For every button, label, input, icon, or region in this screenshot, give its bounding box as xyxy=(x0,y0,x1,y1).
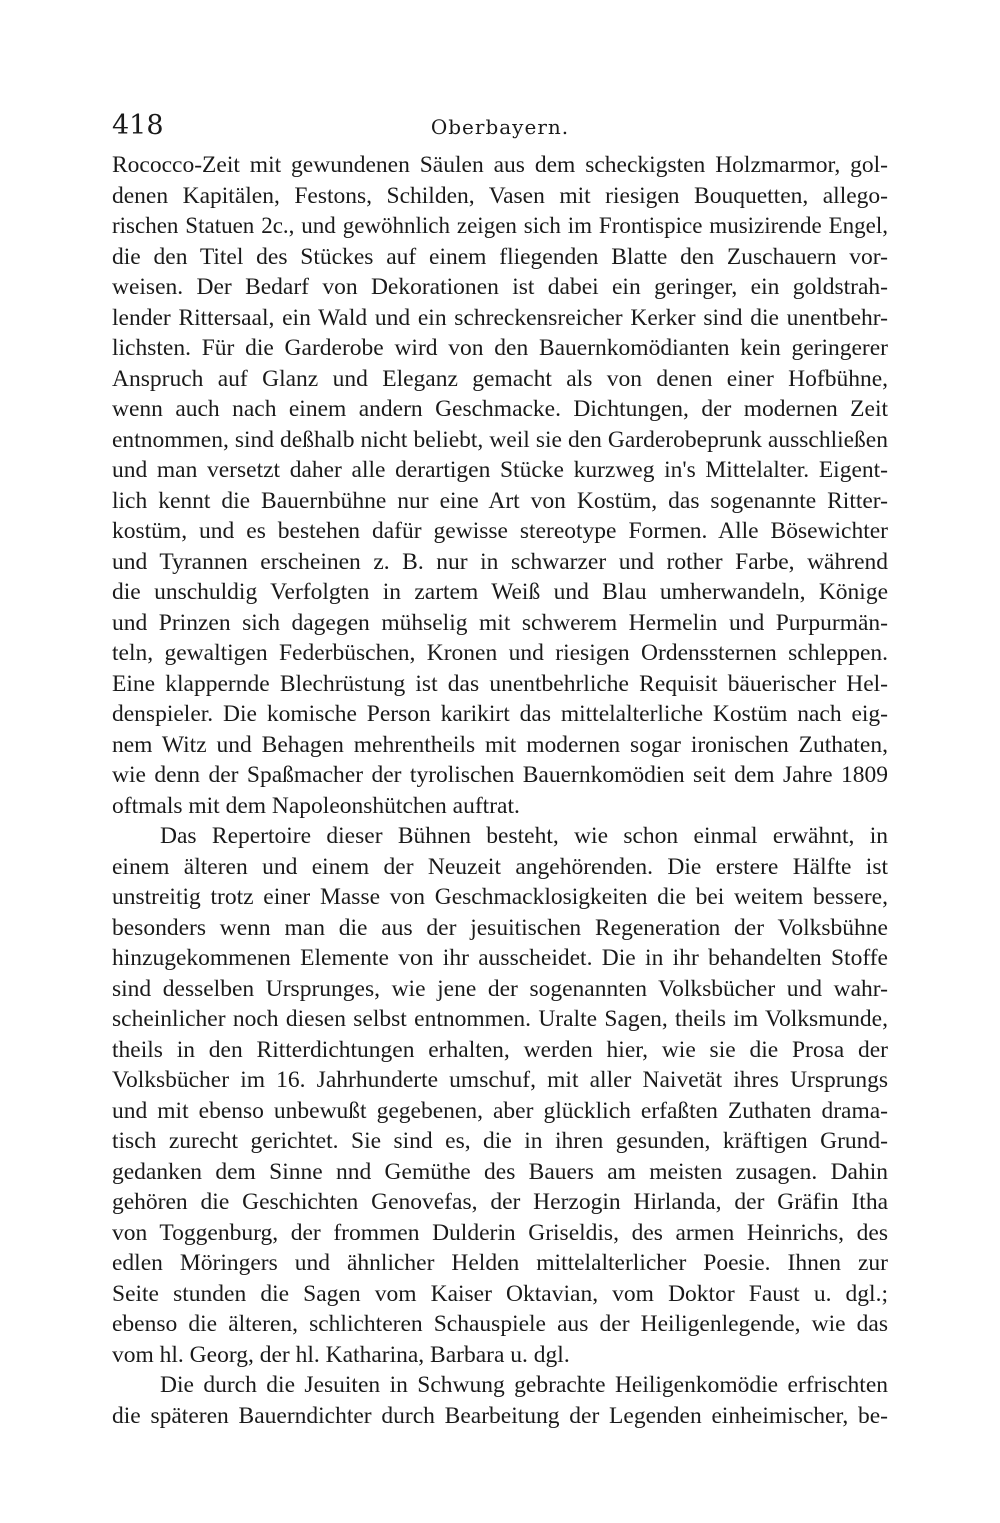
text-line: ebenso die älteren, schlichteren Schauspiele aus der Heiligenlegende, wie das xyxy=(112,1311,888,1337)
text-line: und Prinzen sich dagegen mühselig mit schwerem Hermelin und Purpurmän- xyxy=(112,609,888,636)
text-line: Seite stunden die Sagen vom Kaiser Oktavian, vom Doktor Faust u. dgl.; xyxy=(112,1280,888,1307)
text-line: scheinlicher noch diesen selbst entnommen. Uralte Sagen, theils im Volksmunde, xyxy=(112,1006,888,1032)
text-line: und Tyrannen erscheinen z. B. nur in schwarzer und rother Farbe, während xyxy=(112,548,888,575)
paragraph-start-line: Das Repertoire dieser Bühnen besteht, wie schon einmal erwähnt, in xyxy=(160,823,888,849)
text-line: unstreitig trotz einer Masse von Geschmacklosigkeiten die bei weitem bessere, xyxy=(112,884,888,910)
paragraph-start-line: Die durch die Jesuiten in Schwung gebrachte Heiligenkomödie erfrischten xyxy=(160,1372,888,1398)
running-head: Oberbayern. xyxy=(430,115,570,139)
text-line: besonders wenn man die aus der jesuitischen Regeneration der Volksbühne xyxy=(112,914,888,941)
text-line: Rococco-Zeit mit gewundenen Säulen aus dem scheckigsten Holzmarmor, gol- xyxy=(112,152,888,178)
text-line: rischen Statuen 2c., und gewöhnlich zeigen sich im Frontispice musizirende Engel, xyxy=(112,213,888,238)
page-header xyxy=(112,108,888,144)
text-line: und mit ebenso unbewußt gegebenen, aber glücklich erfaßten Zuthaten drama- xyxy=(112,1097,888,1124)
text-line: die unschuldig Verfolgten in zartem Weiß und Blau umherwandeln, Könige xyxy=(112,579,888,605)
text-line: gedanken dem Sinne nnd Gemüthe des Bauers am meisten zusagen. Dahin xyxy=(112,1158,888,1185)
text-line: denspieler. Die komische Person karikirt das mittelalterliche Kostüm nach eig- xyxy=(112,701,888,727)
text-line: die den Titel des Stückes auf einem fliegenden Blatte den Zuschauern vor- xyxy=(112,243,888,270)
text-line: sind desselben Ursprunges, wie jene der sogenannten Volksbücher und wahr- xyxy=(112,975,888,1002)
text-line: edlen Möringers und ähnlicher Helden mittelalterlicher Poesie. Ihnen zur xyxy=(112,1250,888,1276)
text-line: die späteren Bauerndichter durch Bearbeitung der Legenden einheimischer, be- xyxy=(112,1402,888,1429)
text-line: Volksbücher im 16. Jahrhunderte umschuf, mit aller Naivetät ihres Ursprungs xyxy=(112,1067,888,1093)
text-line: tisch zurecht gerichtet. Sie sind es, die in ihren gesunden, kräftigen Grund- xyxy=(112,1128,888,1154)
paragraph-end-line: oftmals mit dem Napoleonshütchen auftrat. xyxy=(112,792,520,819)
text-line: wenn auch nach einem andern Geschmacke. Dichtungen, der modernen Zeit xyxy=(112,396,888,422)
text-line: denen Kapitälen, Festons, Schilden, Vasen mit riesigen Bouquetten, allego- xyxy=(112,182,888,209)
text-line: lich kennt die Bauernbühne nur eine Art von Kostüm, das sogenannte Ritter- xyxy=(112,487,888,514)
paragraph-end-line: vom hl. Georg, der hl. Katharina, Barbara u. dgl. xyxy=(112,1341,570,1368)
text-line: kostüm, und es bestehen dafür gewisse stereotype Formen. Alle Bösewichter xyxy=(112,518,888,544)
text-line: weisen. Der Bedarf von Dekorationen ist dabei ein geringer, ein goldstrah- xyxy=(112,274,888,300)
text-line: entnommen, sind deßhalb nicht beliebt, weil sie den Garderobeprunk ausschließen xyxy=(112,426,888,453)
text-line: gehören die Geschichten Genovefas, der Herzogin Hirlanda, der Gräfin Itha xyxy=(112,1189,888,1215)
text-line: wie denn der Spaßmacher der tyrolischen Bauernkomödien seit dem Jahre 1809 xyxy=(112,762,888,788)
text-line: theils in den Ritterdichtungen erhalten, werden hier, wie sie die Prosa der xyxy=(112,1036,888,1063)
text-line: teln, gewaltigen Federbüschen, Kronen und riesigen Ordenssternen schleppen. xyxy=(112,640,888,666)
text-line: Anspruch auf Glanz und Eleganz gemacht als von denen einer Hofbühne, xyxy=(112,365,888,392)
text-line: einem älteren und einem der Neuzeit angehörenden. Die erstere Hälfte ist xyxy=(112,853,888,880)
text-line: lender Rittersaal, ein Wald und ein schreckensreicher Kerker sind die unentbehr- xyxy=(112,304,888,331)
page-number: 418 xyxy=(112,110,164,141)
text-line: nem Witz und Behagen mehrentheils mit modernen sogar ironischen Zuthaten, xyxy=(112,731,888,758)
text-line: von Toggenburg, der frommen Dulderin Griseldis, des armen Heinrichs, des xyxy=(112,1219,888,1246)
text-line: lichsten. Für die Garderobe wird von den Bauernkomödianten kein geringerer xyxy=(112,335,888,361)
text-line: und man versetzt daher alle derartigen Stücke kurzweg in's Mittelalter. Eigent- xyxy=(112,457,888,483)
body-text xyxy=(112,150,888,1431)
text-line: hinzugekommenen Elemente von ihr ausscheidet. Die in ihr behandelten Stoffe xyxy=(112,945,888,971)
text-line: Eine klappernde Blechrüstung ist das unentbehrliche Requisit bäuerischer Hel- xyxy=(112,670,888,697)
